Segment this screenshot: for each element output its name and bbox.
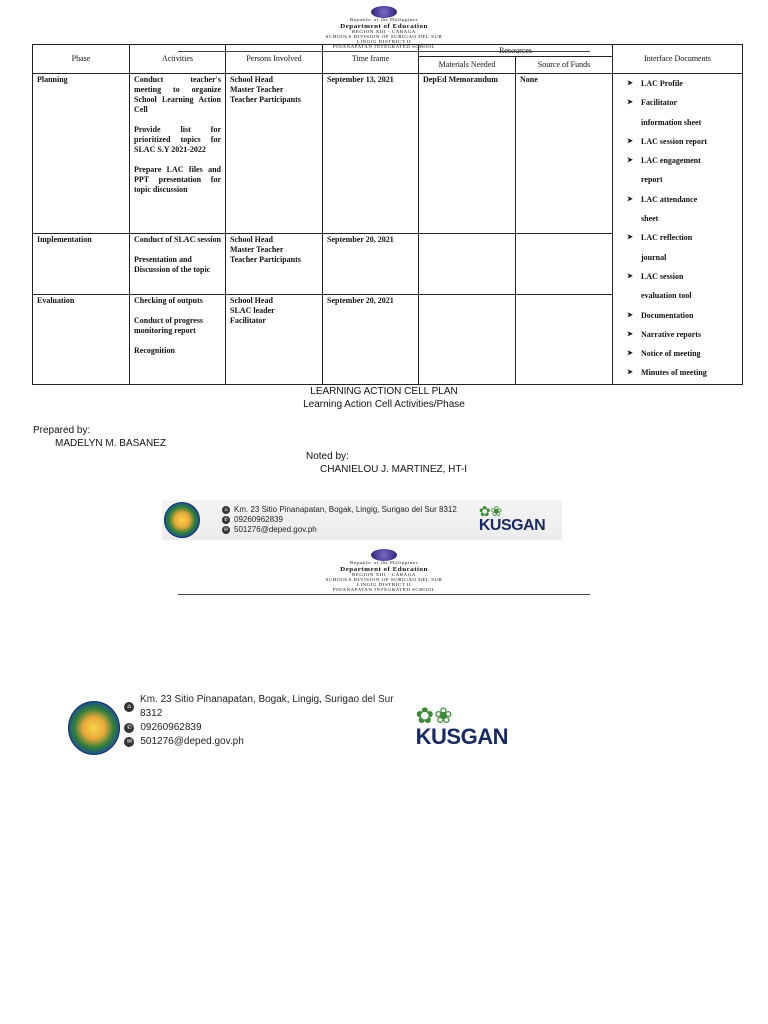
- header-line: Department of Education: [340, 22, 428, 30]
- timeframe-cell: September 20, 2021: [323, 294, 419, 384]
- materials-cell: [419, 234, 516, 294]
- contact-list: [222, 505, 457, 535]
- school-seal-icon: [68, 701, 120, 755]
- email-icon: ✉: [223, 527, 229, 533]
- phase-cell: Implementation: [33, 234, 130, 294]
- noted-by-label: Noted by:: [306, 451, 349, 462]
- materials-cell: [419, 294, 516, 384]
- document-item: ➤ Minutes of meeting: [627, 363, 738, 382]
- header-line: Department of Education: [340, 565, 428, 573]
- document-item: ➤ LAC attendance: [627, 190, 738, 209]
- header-line: LINGIG DISTRICT II: [356, 40, 412, 45]
- activity-item: Provide list for prioritized topics for SLAC S.Y 2021-2022: [134, 125, 221, 154]
- arrow-bullet-icon: ➤: [627, 233, 633, 242]
- document-item: ➤ LAC Profile: [627, 74, 738, 93]
- kusgan-logo: [415, 704, 508, 749]
- person-item: Teacher Participants: [230, 95, 301, 104]
- persons-cell: [226, 234, 323, 294]
- kusgan-wordmark: KUSGAN: [478, 517, 546, 534]
- person-item: School Head: [230, 235, 273, 245]
- arrow-bullet-icon: ➤: [627, 329, 633, 338]
- header-line: Republic of the Philippines: [349, 561, 419, 566]
- header-line: LINGIG DISTRICT II: [356, 583, 412, 588]
- activity-item: Conduct of progress monitoring report: [134, 315, 204, 335]
- document-item: report: [641, 175, 663, 185]
- activities-cell: [130, 294, 226, 384]
- header-funds: Source of Funds: [516, 57, 613, 74]
- arrow-bullet-icon: ➤: [627, 79, 633, 87]
- header-line: REGION XIII - CARAGA: [351, 30, 417, 35]
- person-item: Facilitator: [230, 315, 266, 325]
- person-item: Master Teacher: [230, 245, 284, 255]
- funds-cell: [516, 294, 613, 384]
- header-line: SCHOOLS DIVISION OF SURIGAO DEL SUR: [325, 578, 443, 583]
- header-materials: Materials Needed: [419, 57, 516, 74]
- persons-cell: [226, 74, 323, 234]
- phase-cell: Planning: [33, 74, 130, 234]
- phone-icon: ✆: [124, 723, 134, 733]
- timeframe-cell: September 20, 2021: [323, 234, 419, 294]
- documents-list: [617, 74, 738, 383]
- prepared-by-name: MADELYN M. BASANEZ: [55, 438, 166, 449]
- deped-seal-icon: [371, 6, 397, 18]
- activities-cell: [130, 234, 226, 294]
- document-item: sheet: [641, 214, 659, 224]
- document-item: ➤ LAC reflection: [627, 228, 738, 247]
- plan-caption: [0, 385, 768, 411]
- person-item: Teacher Participants: [230, 255, 301, 265]
- arrow-bullet-icon: ➤: [627, 194, 633, 203]
- footer-banner: [68, 694, 508, 758]
- activity-item: Prepare LAC files and PPT presentation for topic discussion: [134, 165, 221, 194]
- funds-cell: None: [516, 74, 613, 234]
- table-row: [33, 74, 743, 234]
- arrow-bullet-icon: ➤: [627, 136, 633, 145]
- document-item: journal: [641, 252, 667, 262]
- contact-email: ✉ 501276@deped.gov.ph: [124, 735, 409, 749]
- header-timeframe: Time frame: [323, 45, 419, 74]
- document-item: ➤ Facilitator: [627, 93, 738, 112]
- contact-list: [124, 693, 409, 749]
- header-docs: Interface Documents: [613, 45, 743, 74]
- activities-cell: [130, 74, 226, 234]
- activity-item: Recognition: [134, 345, 175, 355]
- header-persons: Persons Involved: [226, 45, 323, 74]
- phone-icon: ✆: [223, 517, 229, 523]
- funds-cell: [516, 234, 613, 294]
- materials-cell: DepEd Memorandum: [419, 74, 516, 234]
- plan-subtitle: Learning Action Cell Activities/Phase: [303, 399, 465, 410]
- header-line: PINANAPATAN INTEGRATED SCHOOL: [332, 45, 436, 50]
- activity-item: Presentation and Discussion of the topic: [134, 255, 211, 275]
- arrow-bullet-icon: ➤: [627, 98, 633, 107]
- kusgan-wordmark: KUSGAN: [415, 724, 508, 749]
- deped-seal-icon: [371, 549, 397, 561]
- contact-phone: ✆ 09260962839: [124, 721, 409, 735]
- noted-by-name: CHANIELOU J. MARTINEZ, HT-I: [320, 464, 468, 475]
- email-icon: ✉: [124, 737, 134, 747]
- page-header: [0, 549, 768, 595]
- document-item: information sheet: [641, 117, 702, 127]
- header-phase: Phase: [33, 45, 130, 74]
- person-item: Master Teacher: [230, 85, 284, 94]
- timeframe-cell: September 13, 2021: [323, 74, 419, 234]
- contact-phone: ✆ 09260962839: [223, 515, 283, 524]
- kusgan-logo: [479, 506, 545, 534]
- activity-item: Checking of outputs: [134, 295, 203, 305]
- prepared-by-label: Prepared by:: [33, 425, 91, 436]
- plan-title: LEARNING ACTION CELL PLAN: [310, 386, 458, 397]
- arrow-bullet-icon: ➤: [627, 156, 633, 165]
- contact-email: ✉ 501276@deped.gov.ph: [223, 525, 317, 534]
- person-item: SLAC leader: [230, 305, 275, 315]
- contact-address: ⌂ Km. 23 Sitio Pinanapatan, Bogak, Lingig, Surigao del Sur 8312: [124, 693, 409, 721]
- phase-cell: Evaluation: [33, 294, 130, 384]
- header-activities: Activities: [130, 45, 226, 74]
- contact-address: ⌂ Km. 23 Sitio Pinanapatan, Bogak, Lingig, Surigao del Sur 8312: [222, 505, 457, 515]
- documents-cell: [613, 74, 743, 385]
- document-item: ➤ LAC engagement: [627, 151, 738, 170]
- document-item: ➤ LAC session: [627, 267, 738, 286]
- document-item: ➤ Documentation: [627, 306, 738, 325]
- document-item: ➤ LAC session report: [627, 132, 738, 151]
- kusgan-tree-icon: ✿❀: [478, 504, 503, 520]
- activity-item: Conduct teacher's meeting to organize School Learning Action Cell: [134, 75, 221, 114]
- header-line: Republic of the Philippines: [349, 18, 419, 23]
- persons-cell: [226, 294, 323, 384]
- location-icon: ⌂: [222, 506, 230, 514]
- arrow-bullet-icon: ➤: [627, 349, 633, 358]
- header-divider: [178, 594, 590, 595]
- arrow-bullet-icon: ➤: [627, 368, 633, 377]
- lac-plan-table: [32, 44, 743, 385]
- header-resources: Resources: [419, 45, 613, 57]
- location-icon: ⌂: [124, 702, 134, 712]
- school-seal-icon: [164, 502, 200, 538]
- document-item: ➤ Notice of meeting: [627, 344, 738, 363]
- person-item: School Head: [230, 295, 273, 305]
- document-item: ➤ Narrative reports: [627, 325, 738, 344]
- header-line: SCHOOLS DIVISION OF SURIGAO DEL SUR: [325, 35, 443, 40]
- header-line: PINANAPATAN INTEGRATED SCHOOL: [332, 588, 436, 593]
- document-item: evaluation tool: [641, 291, 692, 301]
- arrow-bullet-icon: ➤: [627, 310, 633, 319]
- person-item: School Head: [230, 75, 273, 84]
- header-line: REGION XIII - CARAGA: [351, 573, 417, 578]
- arrow-bullet-icon: ➤: [627, 271, 633, 280]
- activity-item: Conduct of SLAC session: [134, 235, 221, 245]
- footer-banner: [162, 500, 562, 540]
- kusgan-tree-icon: ✿❀: [415, 704, 453, 729]
